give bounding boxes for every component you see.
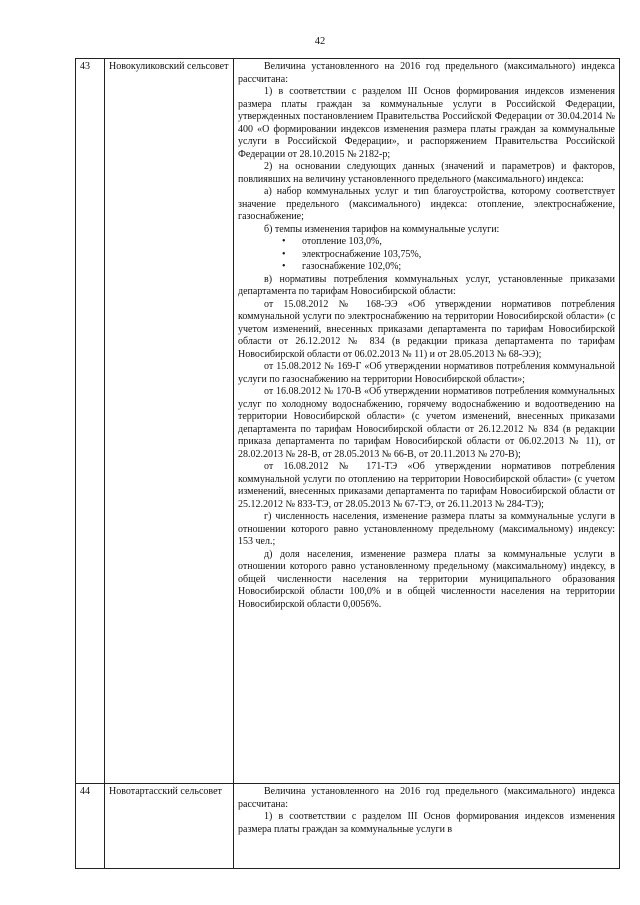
paragraph: г) численность населения, изменение размера платы за коммунальные услуги в отношении которого равно установленному предельному (максимальному) индексу: 153 чел.; [238, 511, 615, 547]
paragraph: Величина установленного на 2016 год предельного (максимального) индекса рассчитана: [238, 61, 615, 85]
paragraph: б) темпы изменения тарифов на коммунальные услуги: [264, 223, 500, 235]
paragraph: от 16.08.2012 № 171-ТЭ «Об утверждении нормативов потребления коммунальной услуги по отоплению на территории Новосибирской области» (с учетом изменений, внесенных приказами департамента по тарифам Новосибирской области от 25.12.2012 № 833-ТЭ, от 28.05.2013 № 67-ТЭ, от 26.11.2013 № 284-ТЭ); [238, 461, 615, 510]
page-number: 42 [314, 36, 326, 47]
paragraph: д) доля населения, изменение размера платы за коммунальные услуги в отношении которого равно установленному предельному (максимальному) индексу, в общей численности населения на территории муниципального образования Новосибирской области 100,0% и в общей численности населения на территории Новосибирской области 0,0056%. [238, 548, 615, 610]
paragraph: от 15.08.2012 № 169-Г «Об утверждении нормативов потребления коммунальной услуги по газоснабжению на территории Новосибирской области»; [238, 361, 615, 385]
municipality-name: Новокуликовский сельсовет [105, 59, 234, 784]
list-item: • газоснабжение 102,0%; [282, 261, 615, 274]
paragraph: Величина установленного на 2016 год предельного (максимального) индекса рассчитана: [238, 786, 615, 810]
paragraph: 1) в соответствии с разделом III Основ формирования индексов изменения размера платы граждан за коммунальные услуги в [238, 811, 615, 835]
paragraph: 2) на основании следующих данных (значений и параметров) и факторов, повлиявших на величину установленного предельного (максимального) индекса: [238, 161, 615, 185]
table-row [76, 59, 620, 784]
index-table [75, 58, 620, 869]
row-number: 43 [76, 59, 105, 784]
paragraph: от 16.08.2012 № 170-В «Об утверждении нормативов потребления коммунальных услуг по холодному водоснабжению, горячему водоснабжению и водоотведению на территории Новосибирской области» (с учетом изменений, внесенных приказами департамента по тарифам Новосибирской области от 26.12.2012 № 834 (в редакции приказа департамента по тарифам Новосибирской области от 06.02.2013 № 11), от 28.02.2013 № 28-В, от 28.05.2013 № 66-В, от 20.11.2013 № 270-В); [238, 386, 615, 460]
paragraph: 1) в соответствии с разделом III Основ формирования индексов изменения размера платы граждан за коммунальные услуги в Российской Федерации, утвержденных постановлением Правительства Российской Федерации от 30.04.2014 № 400 «О формировании индексов изменения размера платы граждан за коммунальные услуги в Российской Федерации», и распоряжением Правительства Российской Федерации от 28.10.2015 № 2182-р; [238, 86, 615, 160]
municipality-name: Новотартасский сельсовет [105, 784, 234, 869]
row-description [234, 59, 620, 784]
paragraph: в) нормативы потребления коммунальных услуг, установленные приказами департамента по тарифам Новосибирской области: [238, 273, 615, 297]
list-item: • электроснабжение 103,75%, [282, 249, 615, 262]
paragraph: от 15.08.2012 № 168-ЭЭ «Об утверждении нормативов потребления коммунальной услуги по электроснабжению на территории Новосибирской области» (с учетом изменений, внесенных приказами департамента по тарифам Новосибирской области от 26.12.2012 № 834 (в редакции приказа департамента по тарифам Новосибирской области от 06.02.2013 № 11) и от 28.05.2013 № 68-ЭЭ); [238, 298, 615, 360]
tariff-list [238, 236, 615, 274]
row-number: 44 [76, 784, 105, 869]
list-item: • отопление 103,0%, [282, 236, 615, 249]
table-row [76, 784, 620, 869]
paragraph: а) набор коммунальных услуг и тип благоустройства, которому соответствует значение предельного (максимального) индекса: отопление, электроснабжение, газоснабжение; [238, 186, 615, 222]
row-description [234, 784, 620, 869]
